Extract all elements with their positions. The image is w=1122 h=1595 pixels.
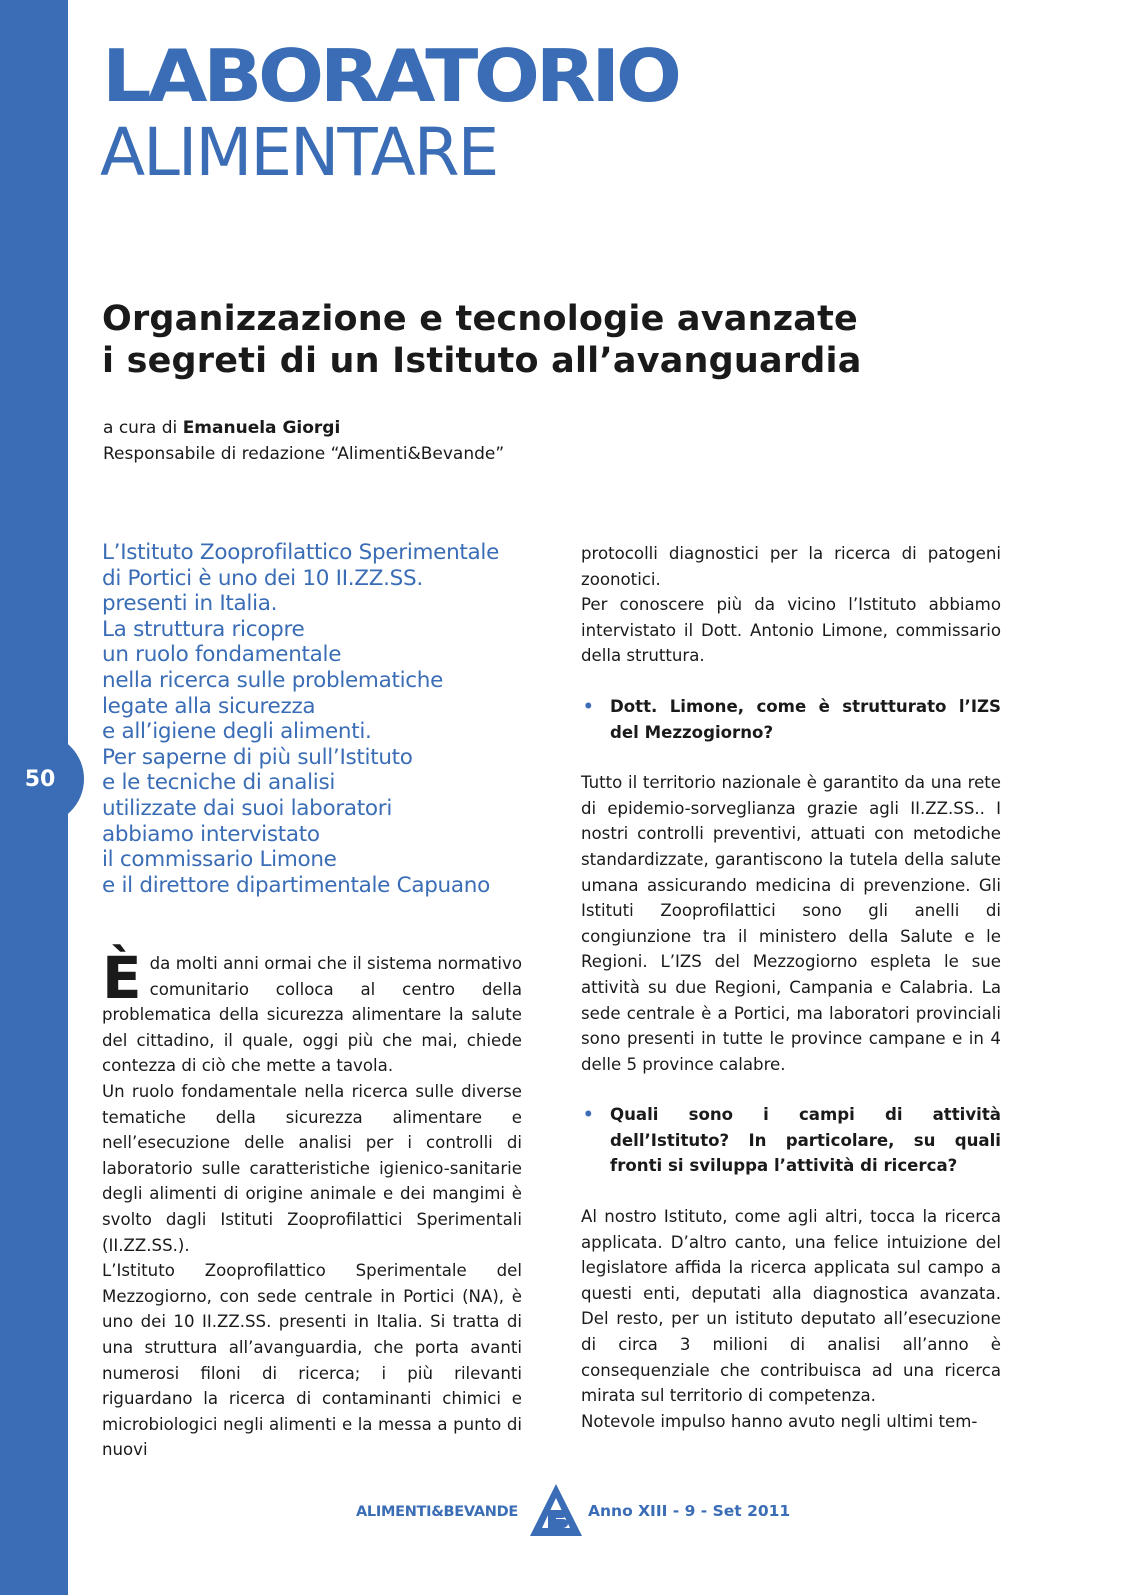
byline-author: Emanuela Giorgi — [182, 418, 341, 438]
section-title: LABORATORIO — [102, 34, 678, 118]
lead-line: La struttura ricopre — [102, 616, 305, 642]
magazine-logo-icon — [526, 1482, 586, 1538]
lead-line: utilizzate dai suoi laboratori — [102, 795, 392, 821]
interview-question — [581, 1102, 1001, 1179]
body-paragraph: protocolli diagnostici per la ricerca di patogeni zoonotici. — [581, 544, 1001, 589]
headline-line-1: Organizzazione e tecnologie avanzate — [102, 299, 858, 339]
body-paragraph: Un ruolo fondamentale nella ricerca sulle diverse tematiche della sicurezza alimentare e nell’esecuzione delle analisi per i controlli di laboratorio sulle caratteristiche igienico-sanitarie degli alimenti di origine animale e dei mangimi è svolto dagli Istituti Zooprofilattici Sperimentali (II.ZZ.SS.). — [102, 1081, 522, 1255]
body-paragraph — [102, 944, 522, 1079]
lead-line: di Portici è uno dei 10 II.ZZ.SS. — [102, 565, 423, 591]
lead-line: legate alla sicurezza — [102, 693, 316, 719]
lead-line: Per saperne di più sull’Istituto — [102, 744, 413, 770]
byline — [103, 415, 504, 467]
lead-line: e il direttore dipartimentale Capuano — [102, 872, 490, 898]
footer-issue: Anno XIII - 9 - Set 2011 — [588, 1502, 791, 1520]
headline-line-2: i segreti di un Istituto all’avanguardia — [102, 341, 862, 381]
article-headline — [102, 298, 1002, 382]
footer-magazine-name: ALIMENTI&BEVANDE — [356, 1504, 518, 1520]
lead-paragraph — [102, 540, 522, 898]
page-number-badge — [0, 733, 84, 825]
lead-line: nella ricerca sulle problematiche — [102, 667, 444, 693]
lead-line: L’Istituto Zooprofilattico Sperimentale — [102, 540, 500, 565]
lead-line: il commissario Limone — [102, 847, 337, 873]
body-paragraph: Per conoscere più da vicino l’Istituto abbiamo intervistato il Dott. Antonio Limone, commissario della struttura. — [581, 595, 1001, 666]
byline-role: Responsabile di redazione “Alimenti&Bevande” — [103, 444, 505, 464]
bullet-icon: • — [583, 696, 594, 716]
body-paragraph: L’Istituto Zooprofilattico Sperimentale del Mezzogiorno, con sede centrale in Portici (NA), è uno dei 10 II.ZZ.SS. presenti in Italia. Si tratta di una struttura all’avanguardia, che porta avanti numerosi filoni di ricerca; i più rilevanti riguardano la ricerca di contaminanti chimici e microbiologici negli alimenti e la messa a punto di nuovi — [102, 1261, 522, 1460]
question-text: Dott. Limone, come è strutturato l’IZS del Mezzogiorno? — [610, 696, 1001, 742]
lead-line: presenti in Italia. — [102, 591, 278, 617]
body-paragraph-text: da molti anni ormai che il sistema normativo comunitario colloca al centro della problematica della sicurezza alimentare la salute del cittadino, il quale, oggi più che mai, chiede contezza di ciò che mette a tavola. — [102, 954, 522, 1076]
interview-answer: Al nostro Istituto, come agli altri, tocca la ricerca applicata. D’altro canto, una felice intuizione del legislatore affida la ricerca applicata sul campo a questi enti, deputati alla diagnostica avanzata. Del resto, per un istituto deputato all’esecuzione di circa 3 milioni di analisi all’anno è consequenziale che contribuisca ad una ricerca mirata sul territorio di competenza. — [581, 1207, 1001, 1406]
interview-question — [581, 694, 1001, 745]
question-text: Quali sono i campi di attività dell’Istituto? In particolare, su quali fronti si sviluppa l’attività di ricerca? — [610, 1105, 1001, 1176]
lead-line: e all’igiene degli alimenti. — [102, 719, 372, 745]
byline-prefix: a cura di — [103, 418, 178, 438]
lead-line: un ruolo fondamentale — [102, 642, 342, 668]
page-number: 50 — [24, 766, 56, 792]
lead-line: abbiamo intervistato — [102, 821, 320, 847]
drop-cap: È — [102, 944, 142, 1012]
bullet-icon: • — [583, 1105, 594, 1125]
interview-answer: Tutto il territorio nazionale è garantito da una rete di epidemio-sorveglianza grazie agli II.ZZ.SS.. I nostri controlli preventivi, attuati con metodiche standardizzate, garantiscono la tutela della salute umana assicurando medicina di prevenzione. Gli Istituti Zooprofilattici sono gli anelli di congiunzione tra il ministero della Salute e le Regioni. L’IZS del Mezzogiorno espleta le sue attività su due Regioni, Campania e Calabria. La sede centrale è a Portici, ma laboratori provinciali sono presenti in tutte le province campane e in 4 delle 5 province calabre. — [581, 773, 1001, 1074]
page-footer — [0, 1478, 1122, 1538]
lead-line: e le tecniche di analisi — [102, 770, 336, 796]
body-column-left — [102, 944, 522, 1463]
interview-answer: Notevole impulso hanno avuto negli ultimi tem- — [581, 1411, 978, 1431]
section-subtitle: ALIMENTARE — [100, 114, 498, 191]
body-column-right — [581, 541, 1001, 1434]
